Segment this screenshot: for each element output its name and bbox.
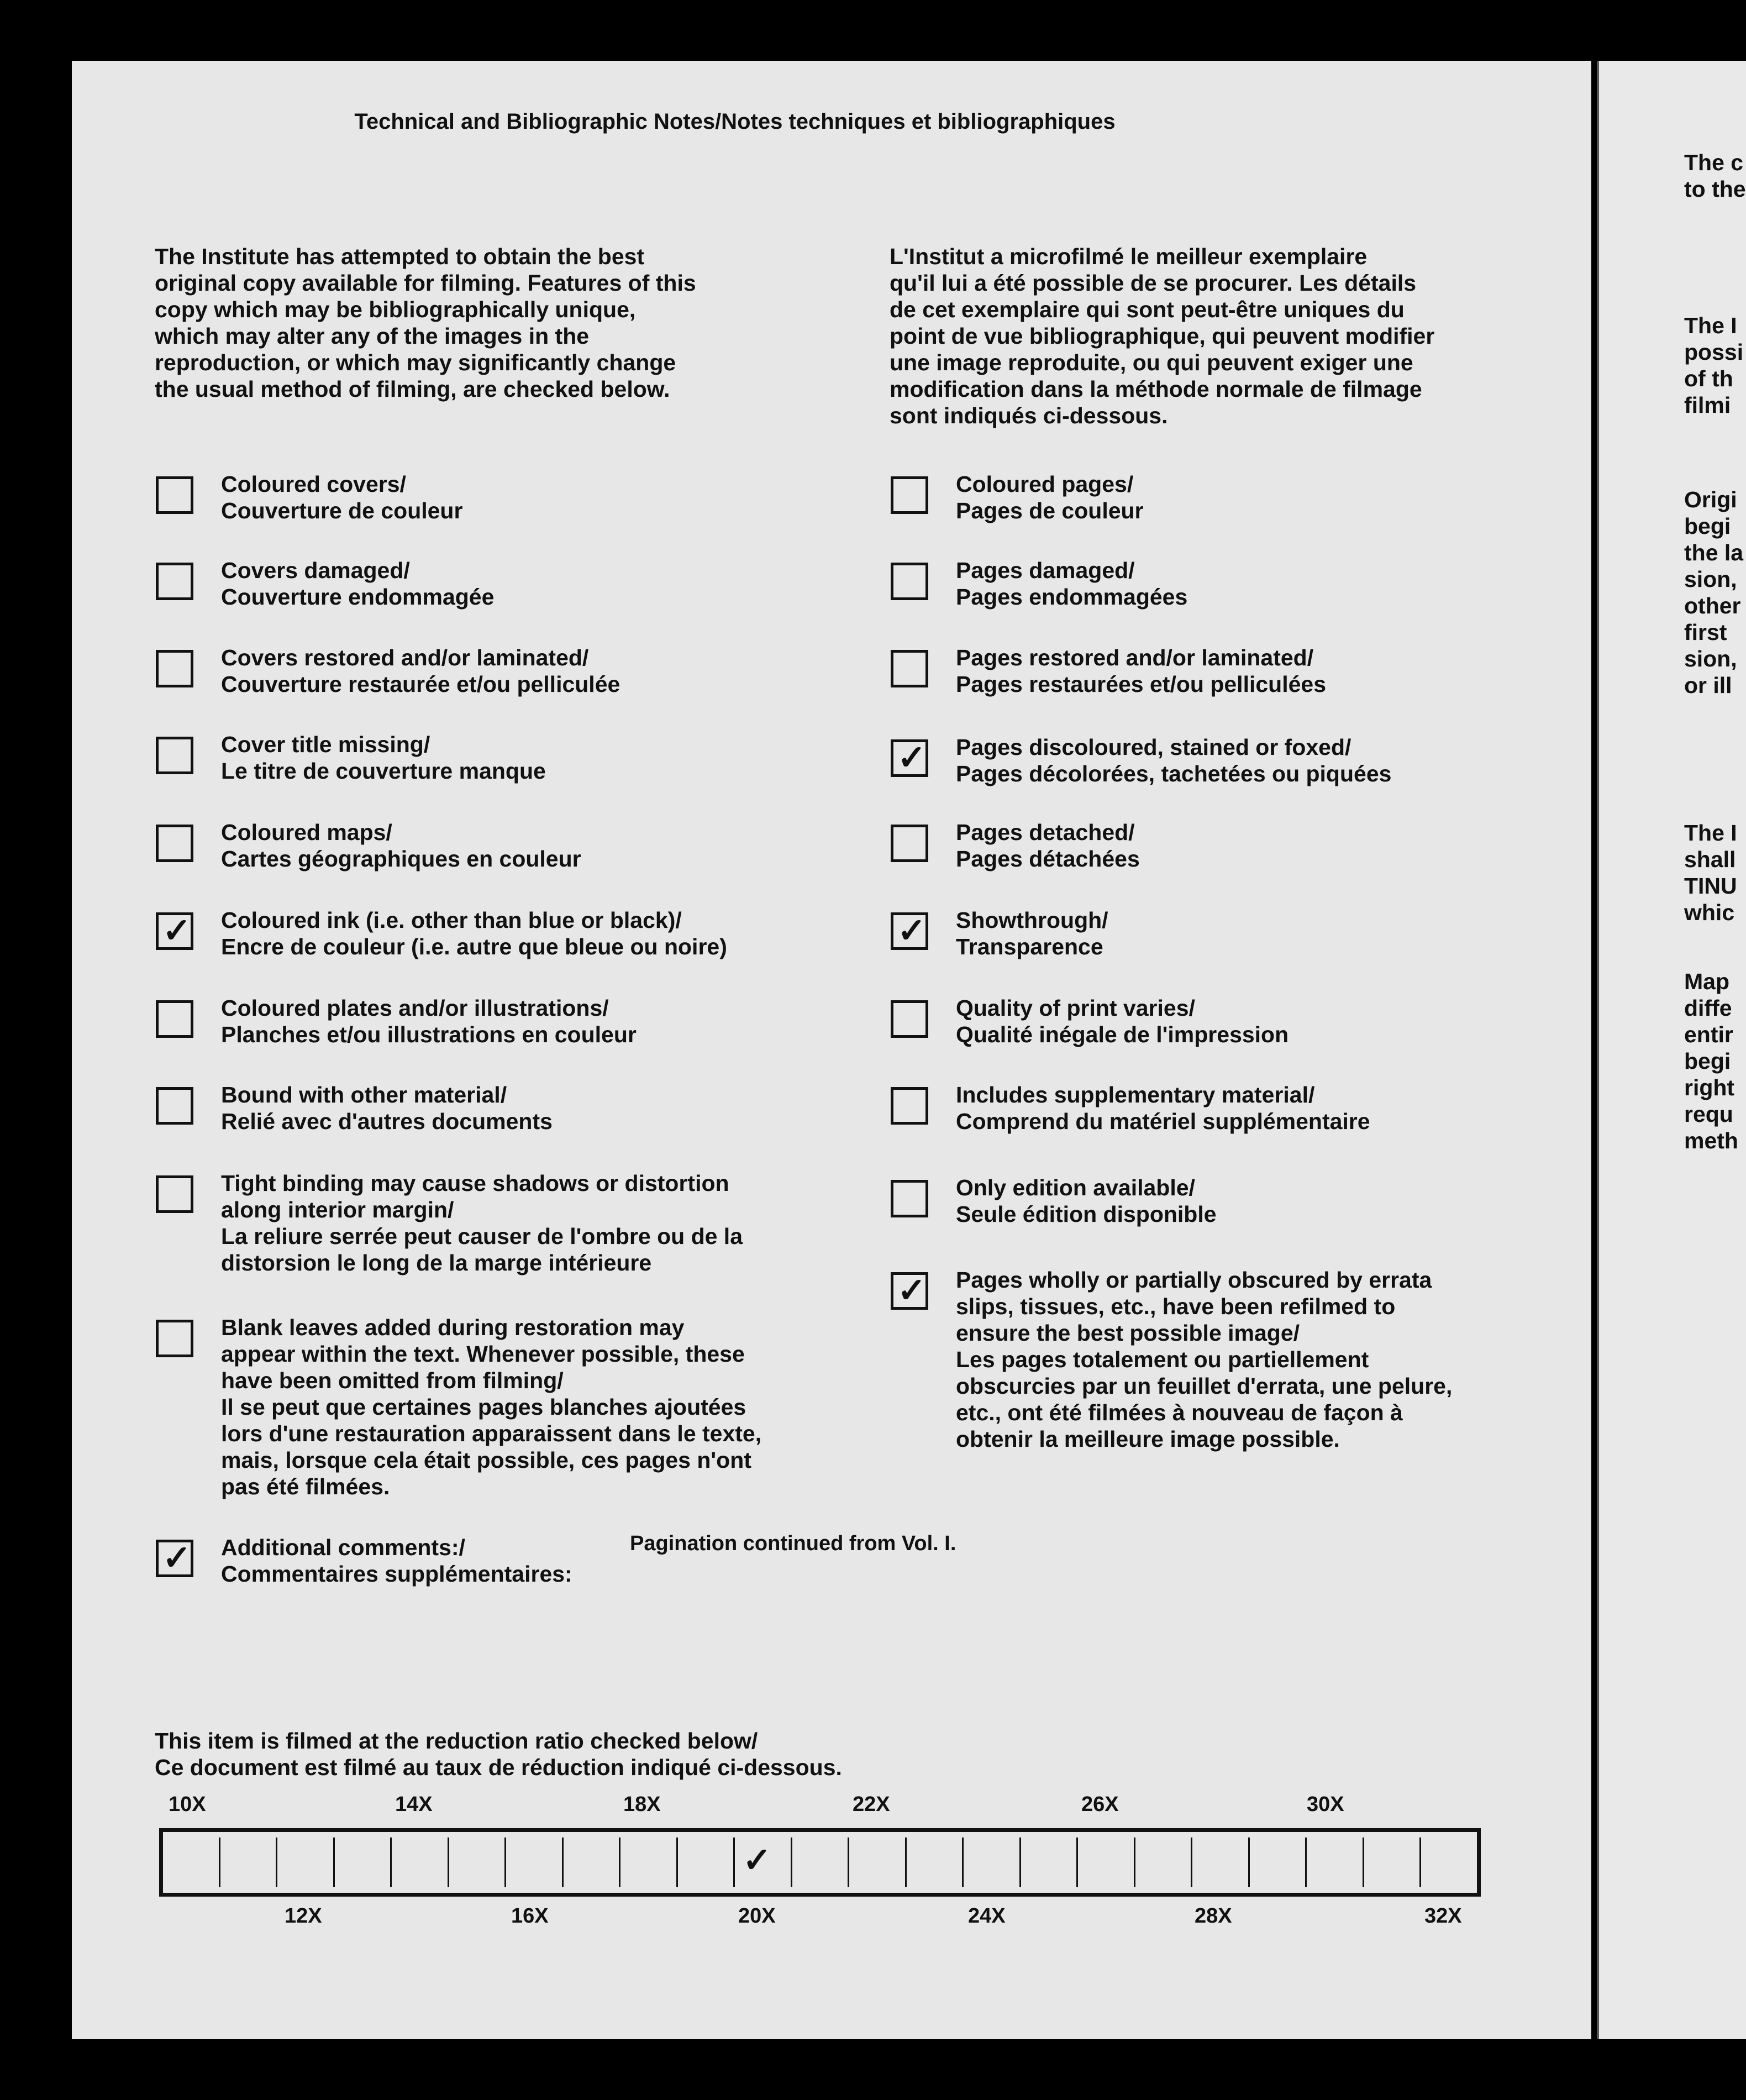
right-page-fragment: the la <box>1684 540 1744 565</box>
option-label-line: Pages discoloured, stained or foxed/ <box>956 734 1351 760</box>
right-page-fragment: sion, <box>1684 646 1737 671</box>
ratio-cell[interactable] <box>564 1838 621 1887</box>
checkbox[interactable] <box>156 1175 193 1213</box>
right-page-fragment: Map <box>1684 969 1729 994</box>
ratio-cell[interactable] <box>678 1838 735 1887</box>
option-label <box>221 1170 774 1276</box>
option-label-line: La reliure serrée peut causer de l'ombre ou de la <box>221 1224 743 1249</box>
option-label-line: Pages de couleur <box>956 498 1144 523</box>
checkmark-icon: ✓ <box>897 1272 926 1310</box>
reduction-line-english: This item is filmed at the reduction ratio checked below/ <box>155 1728 758 1754</box>
right-page-fragment: requ <box>1684 1101 1733 1127</box>
right-page-fragment: entir <box>1684 1022 1733 1047</box>
intro-line: original copy available for filming. Features of this <box>155 270 696 296</box>
option-label-line: Pages wholly or partially obscured by errata <box>956 1267 1432 1293</box>
right-page-fragment: begi <box>1684 1048 1731 1074</box>
option-label <box>956 1082 1508 1135</box>
ratio-cell[interactable] <box>506 1838 564 1887</box>
page-title: Technical and Bibliographic Notes/Notes techniques et bibliographiques <box>354 109 1116 134</box>
option-label <box>221 995 774 1048</box>
option-label-line: have been omitted from filming/ <box>221 1368 564 1393</box>
option-label-line: Pages détachées <box>956 846 1140 872</box>
checkbox[interactable] <box>891 1000 928 1038</box>
ratio-cell[interactable] <box>1421 1838 1477 1887</box>
scale-label-top: 26X <box>1081 1793 1119 1816</box>
option-label-line: Seule édition disponible <box>956 1201 1217 1227</box>
right-page-fragment: other <box>1684 593 1741 618</box>
right-page-fragment: to the <box>1684 176 1746 202</box>
ratio-cell[interactable] <box>277 1838 335 1887</box>
intro-line: copy which may be bibliographically unique, <box>155 297 636 322</box>
option-label-line: obtenir la meilleure image possible. <box>956 1426 1340 1452</box>
checkbox[interactable] <box>156 737 193 774</box>
intro-line: the usual method of filming, are checked below. <box>155 376 670 402</box>
option-label-line: Coloured maps/ <box>221 820 392 845</box>
ratio-cell[interactable] <box>964 1838 1021 1887</box>
right-page-fragment: The c <box>1684 150 1744 175</box>
option-label-line: Showthrough/ <box>956 907 1108 933</box>
right-page-fragment: right <box>1684 1075 1735 1100</box>
option-label-line: Commentaires supplémentaires: <box>221 1561 572 1587</box>
ratio-cell[interactable] <box>392 1838 449 1887</box>
option-label <box>956 1267 1508 1452</box>
option-label-line: Additional comments:/ <box>221 1535 465 1560</box>
option-label-line: Coloured covers/ <box>221 471 406 497</box>
option-label <box>956 471 1508 524</box>
ratio-cell[interactable] <box>1364 1838 1422 1887</box>
scale-label-top: 30X <box>1307 1793 1344 1816</box>
ratio-cell[interactable] <box>1135 1838 1193 1887</box>
option-label-line: Planches et/ou illustrations en couleur <box>221 1022 637 1047</box>
intro-english <box>155 243 779 402</box>
scale-label-bottom: 20X <box>738 1904 776 1928</box>
option-label-line: Couverture de couleur <box>221 498 463 523</box>
option-label-line: mais, lorsque cela était possible, ces pages n'ont <box>221 1447 751 1473</box>
option-label <box>221 1082 774 1135</box>
ratio-cell[interactable] <box>907 1838 964 1887</box>
option-label-line: Qualité inégale de l'impression <box>956 1022 1289 1047</box>
option-label <box>956 734 1508 787</box>
option-label-line: Covers damaged/ <box>221 558 410 583</box>
checkbox[interactable] <box>891 912 928 950</box>
intro-line: une image reproduite, ou qui peuvent exiger une <box>890 350 1413 375</box>
ratio-cell[interactable] <box>335 1838 392 1887</box>
checkbox[interactable] <box>891 1180 928 1217</box>
option-label-line: Pages décolorées, tachetées ou piquées <box>956 761 1392 786</box>
option-label-line: Le titre de couverture manque <box>221 758 546 784</box>
right-page-fragment: or ill <box>1684 673 1732 698</box>
intro-line: The Institute has attempted to obtain the best <box>155 244 645 269</box>
scale-label-bottom: 12X <box>285 1904 322 1928</box>
checkbox[interactable] <box>891 1272 928 1310</box>
checkbox[interactable] <box>156 1540 193 1577</box>
right-page-fragment: diffe <box>1684 995 1732 1021</box>
checkbox[interactable] <box>156 650 193 687</box>
right-page-fragment: The I <box>1684 313 1737 338</box>
scale-label-bottom: 16X <box>511 1904 549 1928</box>
option-label-line: ensure the best possible image/ <box>956 1320 1300 1346</box>
ratio-cell[interactable] <box>220 1838 278 1887</box>
option-label-line: Pages restored and/or laminated/ <box>956 645 1314 670</box>
right-page-fragment: The I <box>1684 820 1737 846</box>
option-label-line: distorsion le long de la marge intérieure <box>221 1250 652 1275</box>
intro-line: L'Institut a microfilmé le meilleur exemplaire <box>890 244 1368 269</box>
scale-label-top: 14X <box>395 1793 433 1816</box>
checkbox[interactable] <box>156 1087 193 1125</box>
intro-line: modification dans la méthode normale de filmage <box>890 376 1422 402</box>
option-label-line: Couverture endommagée <box>221 584 495 610</box>
checkmark-icon: ✓ <box>897 912 926 950</box>
option-label-line: Coloured pages/ <box>956 471 1134 497</box>
option-label-line: Transparence <box>956 934 1103 959</box>
right-page-fragment: begi <box>1684 513 1731 539</box>
option-label <box>221 1314 774 1500</box>
option-label-line: Only edition available/ <box>956 1175 1195 1200</box>
scale-label-bottom: 24X <box>968 1904 1006 1928</box>
checkmark-icon: ✓ <box>162 912 191 950</box>
option-label-line: along interior margin/ <box>221 1197 454 1222</box>
checkbox[interactable] <box>156 825 193 862</box>
checkbox[interactable] <box>156 476 193 514</box>
option-label-line: Relié avec d'autres documents <box>221 1109 553 1134</box>
option-label-line: Blank leaves added during restoration may <box>221 1315 685 1340</box>
option-label-line: slips, tissues, etc., have been refilmed to <box>956 1294 1396 1319</box>
right-page-fragment: sion, <box>1684 566 1737 592</box>
right-page-fragment: Origi <box>1684 487 1737 512</box>
ratio-cell[interactable] <box>1307 1838 1364 1887</box>
intro-line: reproduction, or which may significantly change <box>155 350 676 375</box>
right-page-fragment: whic <box>1684 900 1735 925</box>
intro-french <box>890 243 1514 429</box>
checkbox[interactable] <box>156 1320 193 1357</box>
ratio-cell[interactable] <box>620 1838 678 1887</box>
option-label <box>956 557 1508 610</box>
option-label <box>956 995 1508 1048</box>
ratio-cell[interactable] <box>849 1838 907 1887</box>
option-label-line: Coloured plates and/or illustrations/ <box>221 995 609 1021</box>
reduction-line-french: Ce document est filmé au taux de réduction indiqué ci-dessous. <box>155 1755 842 1780</box>
checkbox[interactable] <box>891 739 928 777</box>
option-label <box>956 644 1508 697</box>
checkbox[interactable] <box>891 563 928 600</box>
scale-label-top: 18X <box>623 1793 661 1816</box>
intro-line: de cet exemplaire qui sont peut-être uniques du <box>890 297 1405 322</box>
option-label <box>956 1174 1508 1227</box>
additional-comments-text: Pagination continued from Vol. I. <box>630 1532 956 1555</box>
right-page-fragment: first <box>1684 620 1727 645</box>
right-page-fragment: meth <box>1684 1128 1738 1153</box>
checkbox[interactable] <box>891 1087 928 1125</box>
right-page-fragment: shall <box>1684 847 1736 872</box>
scale-label-bottom: 28X <box>1195 1904 1232 1928</box>
checkbox[interactable] <box>156 1000 193 1038</box>
right-page-fragment: filmi <box>1684 392 1731 418</box>
reduction-ratio-strip <box>159 1828 1481 1897</box>
checkbox[interactable] <box>891 650 928 687</box>
ratio-cell[interactable] <box>1192 1838 1250 1887</box>
option-label <box>221 731 774 784</box>
scale-label-bottom: 32X <box>1424 1904 1462 1928</box>
option-label-line: Pages endommagées <box>956 584 1188 610</box>
option-label-line: Includes supplementary material/ <box>956 1082 1315 1107</box>
option-label-line: Tight binding may cause shadows or distortion <box>221 1170 729 1196</box>
option-label-line: Cartes géographiques en couleur <box>221 846 581 872</box>
option-label <box>221 557 774 610</box>
option-label-line: Comprend du matériel supplémentaire <box>956 1109 1370 1134</box>
option-label-line: Encre de couleur (i.e. autre que bleue ou noire) <box>221 934 727 959</box>
option-label-line: Coloured ink (i.e. other than blue or black)/ <box>221 907 682 933</box>
right-page-fragment: of th <box>1684 366 1733 391</box>
right-page-fragment: TINU <box>1684 873 1737 899</box>
intro-line: qu'il lui a été possible de se procurer. Les détails <box>890 270 1417 296</box>
right-page-fragment: possi <box>1684 339 1744 365</box>
checkbox[interactable] <box>891 825 928 862</box>
option-label <box>221 907 774 960</box>
option-label-line: lors d'une restauration apparaissent dans le texte, <box>221 1421 762 1446</box>
option-label-line: obscurcies par un feuillet d'errata, une pelure, <box>956 1373 1453 1399</box>
option-label-line: Covers restored and/or laminated/ <box>221 645 589 670</box>
option-label <box>221 471 774 524</box>
checkmark-icon: ✓ <box>897 739 926 777</box>
option-label <box>956 819 1508 872</box>
checkbox[interactable] <box>156 563 193 600</box>
option-label-line: Bound with other material/ <box>221 1082 507 1107</box>
option-label-line: etc., ont été filmées à nouveau de façon à <box>956 1400 1403 1425</box>
option-label-line: Les pages totalement ou partiellement <box>956 1347 1369 1372</box>
option-label-line: Quality of print varies/ <box>956 995 1195 1021</box>
intro-line: sont indiqués ci-dessous. <box>890 403 1168 428</box>
ratio-cell[interactable] <box>735 1838 792 1887</box>
reduction-ratio-text <box>155 1728 842 1781</box>
option-label-line: Couverture restaurée et/ou pelliculée <box>221 671 620 697</box>
option-label <box>221 819 774 872</box>
option-label-line: Pages damaged/ <box>956 558 1135 583</box>
option-label-line: appear within the text. Whenever possible, these <box>221 1341 745 1367</box>
option-label <box>221 644 774 697</box>
ratio-cell[interactable] <box>1021 1838 1079 1887</box>
option-label-line: Pages detached/ <box>956 820 1135 845</box>
option-label-line: pas été filmées. <box>221 1474 390 1499</box>
ratio-cell[interactable] <box>163 1838 220 1887</box>
scale-label-top: 22X <box>853 1793 890 1816</box>
checkbox[interactable] <box>891 476 928 514</box>
option-label-line: Pages restaurées et/ou pelliculées <box>956 671 1326 697</box>
checkmark-icon: ✓ <box>162 1539 191 1577</box>
option-label-line: Cover title missing/ <box>221 732 430 757</box>
intro-line: point de vue bibliographique, qui peuvent modifier <box>890 323 1435 349</box>
option-label <box>956 907 1508 960</box>
ratio-cell[interactable] <box>1250 1838 1307 1887</box>
ratio-cell[interactable] <box>449 1838 507 1887</box>
ratio-cell[interactable] <box>792 1838 850 1887</box>
ratio-cell[interactable] <box>1078 1838 1135 1887</box>
checkmark-icon: ✓ <box>743 1841 772 1880</box>
scale-label-top: 10X <box>169 1793 206 1816</box>
intro-line: which may alter any of the images in the <box>155 323 590 349</box>
option-label-line: Il se peut que certaines pages blanches ajoutées <box>221 1394 746 1420</box>
checkbox[interactable] <box>156 912 193 950</box>
